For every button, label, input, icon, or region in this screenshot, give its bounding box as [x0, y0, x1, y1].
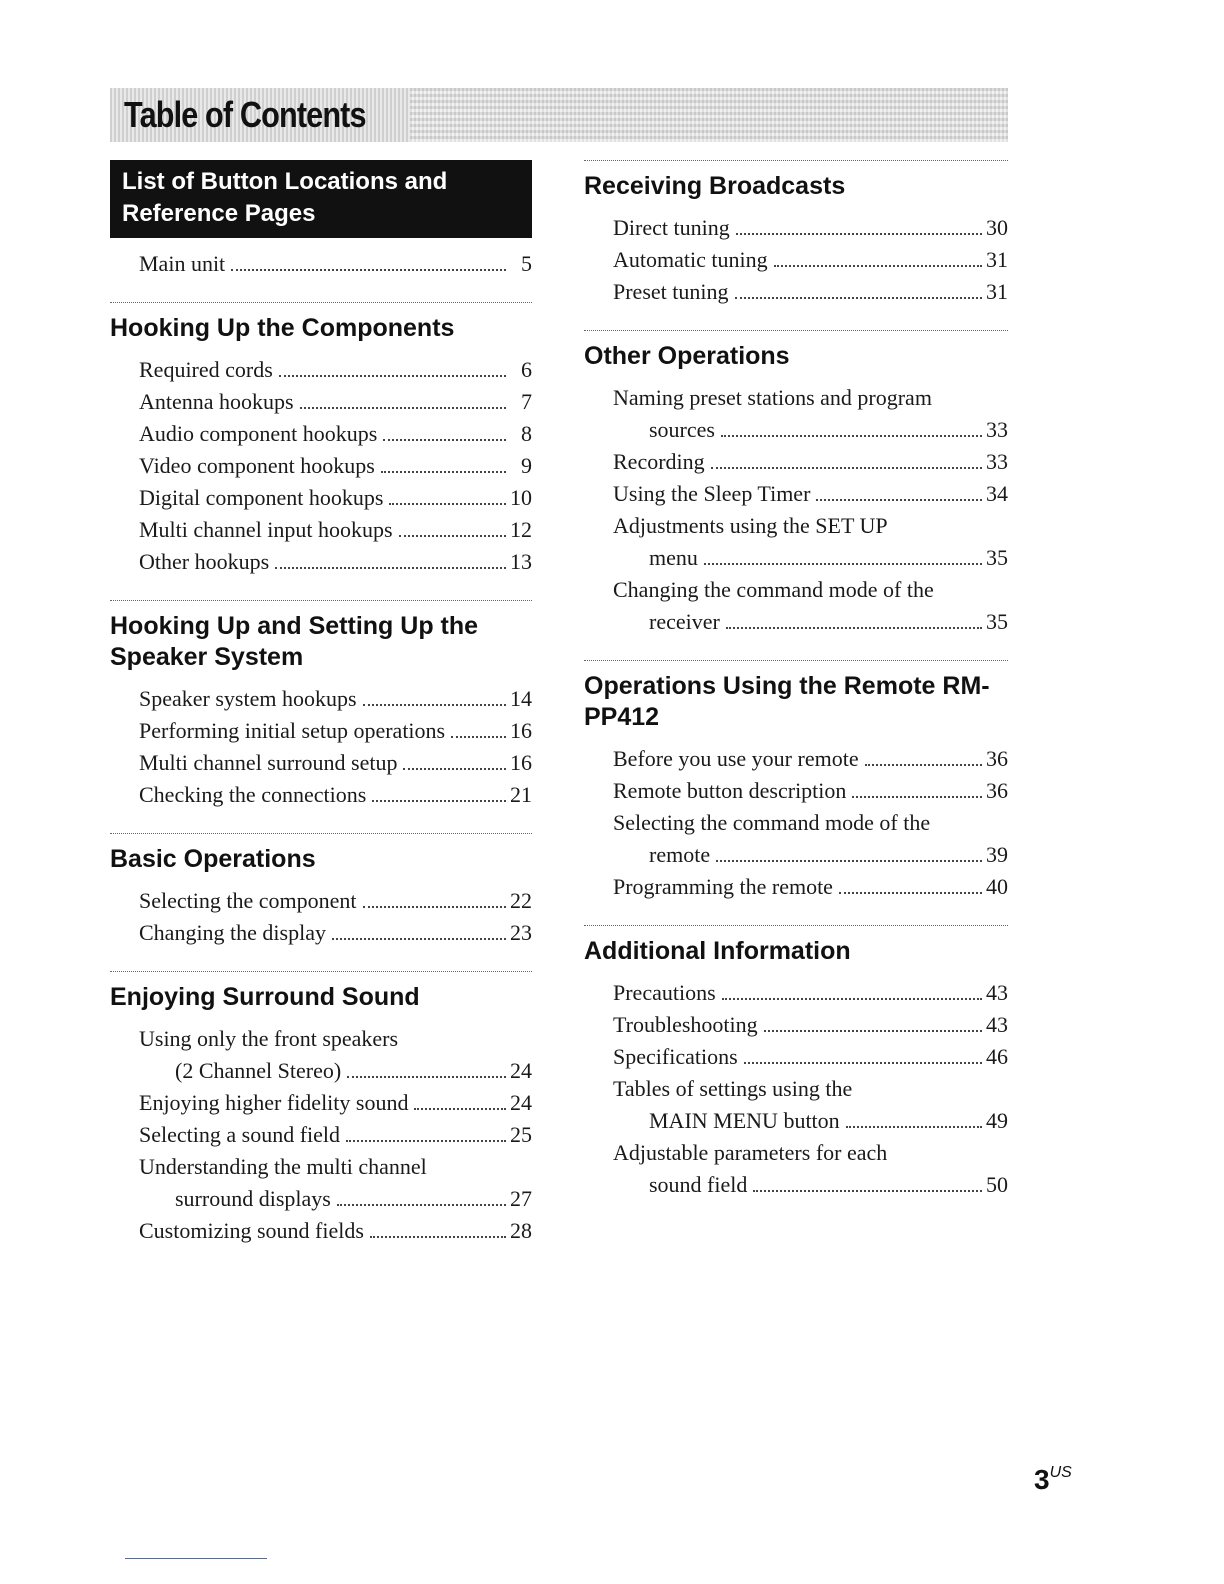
entry-page-number: 35 — [986, 545, 1008, 570]
entry-page-number: 31 — [986, 279, 1008, 304]
toc-entry[interactable] — [139, 1151, 532, 1215]
entry-list — [110, 1023, 532, 1247]
dot-leader — [726, 627, 982, 629]
toc-entry[interactable] — [139, 514, 532, 546]
entry-row — [139, 683, 532, 715]
entry-label: menu — [649, 545, 698, 570]
entry-label: Speaker system hookups — [139, 686, 357, 711]
entry-label: Specifications — [613, 1044, 738, 1069]
entry-page-number: 16 — [510, 718, 532, 743]
entry-list — [110, 354, 532, 578]
entry-page-number: 43 — [986, 1012, 1008, 1037]
entry-row — [139, 546, 532, 578]
entry-row — [613, 244, 1008, 276]
section-heading: Operations Using the Remote RM-PP412 — [584, 672, 990, 731]
entry-label: Troubleshooting — [613, 1012, 758, 1037]
section-heading: Hooking Up and Setting Up the Speaker System — [110, 612, 479, 671]
toc-entry[interactable] — [613, 446, 1008, 478]
entry-label-line1: Using only the front speakers — [139, 1026, 399, 1051]
toc-entry[interactable] — [139, 1215, 532, 1247]
entry-list — [110, 248, 532, 280]
dot-leader — [716, 860, 982, 862]
toc-entry[interactable] — [613, 276, 1008, 308]
entry-label: Enjoying higher fidelity sound — [139, 1090, 409, 1115]
section-additional-information — [584, 925, 1008, 1201]
dot-leader — [722, 998, 982, 1000]
dot-leader — [846, 1126, 982, 1128]
entry-row — [613, 478, 1008, 510]
entry-label: Required cords — [139, 357, 273, 382]
right-column — [584, 160, 1008, 1201]
entry-row — [139, 514, 532, 546]
dot-leader — [764, 1030, 982, 1032]
entry-label: Performing initial setup operations — [139, 718, 446, 743]
entry-page-number: 7 — [521, 389, 532, 414]
entry-page-number: 46 — [986, 1044, 1008, 1069]
entry-row — [613, 977, 1008, 1009]
entry-page-number: 14 — [510, 686, 532, 711]
entry-label: Video component hookups — [139, 453, 375, 478]
toc-entry[interactable] — [613, 212, 1008, 244]
entry-row — [613, 871, 1008, 903]
entry-label-line1: Adjustable parameters for each — [613, 1140, 888, 1165]
entry-row — [139, 747, 532, 779]
toc-entry[interactable] — [613, 807, 1008, 871]
entry-page-number: 36 — [986, 778, 1008, 803]
dot-leader — [389, 503, 506, 505]
dot-leader — [753, 1190, 982, 1192]
entry-label-line1: Changing the command mode of the — [613, 577, 934, 602]
entry-label: Selecting the component — [139, 888, 357, 913]
dot-leader — [839, 892, 982, 894]
toc-entry[interactable] — [139, 1087, 532, 1119]
entry-row — [139, 248, 532, 280]
toc-entry[interactable] — [139, 885, 532, 917]
entry-list — [584, 977, 1008, 1201]
entry-label: Selecting a sound field — [139, 1122, 341, 1147]
dot-leader — [363, 704, 506, 706]
entry-label-line1: Naming preset stations and program — [613, 385, 932, 410]
toc-entry[interactable] — [613, 382, 1008, 446]
toc-entry[interactable] — [139, 715, 532, 747]
entry-page-number: 33 — [986, 449, 1008, 474]
entry-label: Recording — [613, 449, 705, 474]
entry-row — [613, 606, 1008, 638]
toc-entry[interactable] — [139, 418, 532, 450]
entry-row — [139, 1055, 532, 1087]
entry-row — [139, 450, 532, 482]
entry-label-line1: Adjustments using the SET UP — [613, 513, 888, 538]
entry-page-number: 10 — [510, 485, 532, 510]
entry-page-number: 28 — [510, 1218, 532, 1243]
dot-leader — [363, 906, 507, 908]
toc-entry[interactable] — [613, 977, 1008, 1009]
section-basic-operations — [110, 833, 532, 949]
entry-row — [139, 1119, 532, 1151]
left-column — [110, 160, 532, 1247]
section-other-operations — [584, 330, 1008, 638]
dot-leader — [275, 567, 506, 569]
page-number-value: 3 — [1034, 1464, 1050, 1495]
section-enjoying-surround-sound — [110, 971, 532, 1247]
section-heading: Hooking Up the Components — [110, 314, 455, 342]
section-heading: Additional Information — [584, 937, 851, 965]
entry-label-line1: Understanding the multi channel — [139, 1154, 427, 1179]
toc-entry[interactable] — [139, 248, 532, 280]
entry-row — [139, 715, 532, 747]
entry-row — [139, 418, 532, 450]
toc-entry[interactable] — [613, 1073, 1008, 1137]
entry-row — [613, 775, 1008, 807]
entry-label: Programming the remote — [613, 874, 833, 899]
toc-entry[interactable] — [139, 917, 532, 949]
entry-row — [139, 1215, 532, 1247]
section-list-of-button-locations-and-reference-pages — [110, 160, 532, 280]
entry-row — [613, 276, 1008, 308]
dot-leader — [736, 233, 982, 235]
entry-label: sound field — [649, 1172, 748, 1197]
dot-leader — [346, 1140, 506, 1142]
dot-leader — [414, 1108, 506, 1110]
dot-leader — [852, 796, 982, 798]
toc-entry[interactable] — [139, 779, 532, 811]
entry-page-number: 30 — [986, 215, 1008, 240]
dot-leader — [711, 467, 982, 469]
entry-row — [139, 885, 532, 917]
toc-entry[interactable] — [613, 871, 1008, 903]
entry-row — [613, 1009, 1008, 1041]
toc-entry[interactable] — [613, 775, 1008, 807]
section-heading: List of Button Locations and Reference Pages — [110, 160, 532, 238]
entry-label: Multi channel input hookups — [139, 517, 393, 542]
entry-page-number: 12 — [510, 517, 532, 542]
entry-label: MAIN MENU button — [649, 1108, 840, 1133]
dot-leader — [370, 1236, 506, 1238]
toc-entry[interactable] — [139, 1023, 532, 1087]
entry-label: Digital component hookups — [139, 485, 384, 510]
section-heading: Enjoying Surround Sound — [110, 983, 420, 1011]
entry-label: Main unit — [139, 251, 226, 276]
entry-page-number: 23 — [510, 920, 532, 945]
footer-rule — [125, 1558, 267, 1559]
entry-page-number: 49 — [986, 1108, 1008, 1133]
entry-label: Direct tuning — [613, 215, 730, 240]
entry-label: Changing the display — [139, 920, 326, 945]
toc-entry[interactable] — [613, 743, 1008, 775]
entry-page-number: 24 — [510, 1058, 532, 1083]
entry-page-number: 25 — [510, 1122, 532, 1147]
entry-label: Checking the connections — [139, 782, 367, 807]
entry-row — [139, 354, 532, 386]
entry-page-number: 8 — [521, 421, 532, 446]
entry-page-number: 27 — [510, 1186, 532, 1211]
title-banner — [110, 88, 1008, 142]
entry-page-number: 33 — [986, 417, 1008, 442]
entry-row — [613, 542, 1008, 574]
entry-list — [584, 382, 1008, 638]
entry-row — [613, 1169, 1008, 1201]
entry-page-number: 21 — [510, 782, 532, 807]
dot-leader — [744, 1062, 982, 1064]
entry-label: sources — [649, 417, 715, 442]
entry-list — [110, 885, 532, 949]
dot-leader — [403, 768, 506, 770]
toc-entry[interactable] — [613, 510, 1008, 574]
page-number-suffix: US — [1049, 1464, 1072, 1481]
toc-entry[interactable] — [613, 244, 1008, 276]
entry-label: Automatic tuning — [613, 247, 768, 272]
toc-entry[interactable] — [139, 450, 532, 482]
dot-leader — [774, 265, 982, 267]
toc-entry[interactable] — [613, 478, 1008, 510]
toc-entry[interactable] — [613, 1041, 1008, 1073]
dot-leader — [451, 736, 506, 738]
dot-leader — [279, 375, 506, 377]
entry-row — [139, 482, 532, 514]
entry-label: Other hookups — [139, 549, 270, 574]
dot-leader — [865, 764, 982, 766]
dot-leader — [721, 435, 982, 437]
entry-page-number: 36 — [986, 746, 1008, 771]
dot-leader — [399, 535, 506, 537]
page-number — [1034, 1464, 1072, 1496]
entry-row — [613, 414, 1008, 446]
section-receiving-broadcasts — [584, 160, 1008, 308]
entry-label: Remote button description — [613, 778, 847, 803]
entry-label: surround displays — [175, 1186, 331, 1211]
dot-leader — [735, 297, 983, 299]
dot-leader — [332, 938, 506, 940]
entry-page-number: 22 — [510, 888, 532, 913]
entry-page-number: 16 — [510, 750, 532, 775]
toc-entry[interactable] — [139, 546, 532, 578]
section-hooking-up-and-setting-up-the-speaker-system — [110, 600, 532, 811]
toc-entry[interactable] — [139, 1119, 532, 1151]
entry-label: (2 Channel Stereo) — [175, 1058, 342, 1083]
entry-list — [584, 743, 1008, 903]
entry-page-number: 40 — [986, 874, 1008, 899]
dot-leader — [347, 1076, 506, 1078]
entry-page-number: 43 — [986, 980, 1008, 1005]
entry-row — [613, 839, 1008, 871]
entry-label: Antenna hookups — [139, 389, 294, 414]
entry-label: Preset tuning — [613, 279, 729, 304]
dot-leader — [231, 269, 506, 271]
toc-entry[interactable] — [139, 747, 532, 779]
section-heading: Receiving Broadcasts — [584, 172, 846, 200]
toc-entry[interactable] — [613, 574, 1008, 638]
dot-leader — [300, 407, 506, 409]
entry-label: Customizing sound fields — [139, 1218, 364, 1243]
toc-entry[interactable] — [139, 482, 532, 514]
entry-page-number: 35 — [986, 609, 1008, 634]
dot-leader — [816, 499, 982, 501]
entry-row — [139, 1087, 532, 1119]
entry-page-number: 9 — [521, 453, 532, 478]
entry-row — [139, 386, 532, 418]
dot-leader — [337, 1204, 506, 1206]
entry-page-number: 6 — [521, 357, 532, 382]
dot-leader — [372, 800, 506, 802]
entry-page-number: 24 — [510, 1090, 532, 1115]
entry-page-number: 31 — [986, 247, 1008, 272]
entry-label: Audio component hookups — [139, 421, 378, 446]
entry-page-number: 39 — [986, 842, 1008, 867]
toc-entry[interactable] — [139, 354, 532, 386]
entry-label: receiver — [649, 609, 720, 634]
entry-label: remote — [649, 842, 711, 867]
toc-entry[interactable] — [139, 386, 532, 418]
entry-page-number: 5 — [521, 251, 532, 276]
entry-row — [613, 1041, 1008, 1073]
dot-leader — [704, 563, 982, 565]
entry-label: Before you use your remote — [613, 746, 859, 771]
section-operations-using-the-remote-rm-pp412 — [584, 660, 1008, 903]
entry-row — [139, 1183, 532, 1215]
section-heading: Other Operations — [584, 342, 790, 370]
entry-row — [613, 1105, 1008, 1137]
toc-entry[interactable] — [613, 1137, 1008, 1201]
page-title: Table of Contents — [124, 94, 366, 135]
entry-page-number: 34 — [986, 481, 1008, 506]
dot-leader — [381, 471, 506, 473]
toc-entry[interactable] — [139, 683, 532, 715]
entry-page-number: 13 — [510, 549, 532, 574]
entry-list — [110, 683, 532, 811]
entry-label-line1: Selecting the command mode of the — [613, 810, 931, 835]
entry-label: Using the Sleep Timer — [613, 481, 811, 506]
entry-label: Precautions — [613, 980, 716, 1005]
entry-row — [139, 779, 532, 811]
entry-list — [584, 212, 1008, 308]
toc-entry[interactable] — [613, 1009, 1008, 1041]
entry-row — [613, 743, 1008, 775]
entry-row — [613, 446, 1008, 478]
dot-leader — [383, 439, 506, 441]
entry-row — [613, 212, 1008, 244]
entry-label: Multi channel surround setup — [139, 750, 398, 775]
entry-row — [139, 917, 532, 949]
section-hooking-up-the-components — [110, 302, 532, 578]
entry-page-number: 50 — [986, 1172, 1008, 1197]
section-heading: Basic Operations — [110, 845, 316, 873]
entry-label-line1: Tables of settings using the — [613, 1076, 853, 1101]
